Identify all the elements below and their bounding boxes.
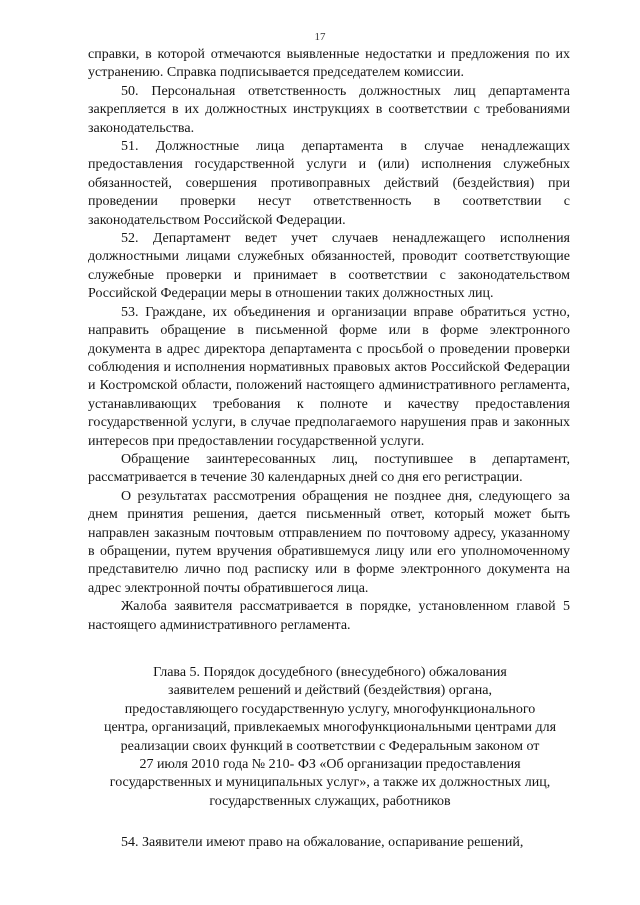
paragraph-appeal-term: Обращение заинтересованных лиц, поступившее в департамент, рассматривается в течение 30 календарных дней со дня его регистрации. (88, 451, 570, 486)
paragraph-continuation: справки, в которой отмечаются выявленные недостатки и предложения по их устранению. Справка подписывается председателем комиссии. (88, 47, 570, 81)
chapter-heading-line: 27 июля 2010 года № 210- ФЗ «Об организации предоставления (139, 757, 521, 773)
chapter-heading-line: предоставляющего государственную услугу, многофункционального (124, 701, 536, 717)
body-text (88, 46, 570, 635)
page-number: 17 (314, 31, 326, 43)
chapter-heading-line: реализации своих функций в соответствии с Федеральным законом от (120, 738, 540, 754)
chapter-heading-line: Глава 5. Порядок досудебного (внесудебного) обжалования (153, 665, 507, 680)
paragraph-51: 51. Должностные лица департамента в случае ненадлежащих предоставления государственной услуги и (или) исполнения служебных обязанностей, совершения противоправных действий (бездействия) при проведении проверки несут ответственность в соответствии с законодательством Российской Федерации. (88, 139, 570, 228)
chapter-heading-line: заявителем решений и действий (бездействия) органа, (168, 683, 492, 699)
chapter-5-heading (82, 664, 578, 811)
paragraph-52: 52. Департамент ведет учет случаев ненадлежащего исполнения должностными лицами служебных обязанностей, проводит соответствующие служебные проверки и принимает в соответствии с законодательством Российской Федерации меры в отношении таких должностных лиц. (88, 231, 570, 302)
chapter-heading-line: государственных и муниципальных услуг», а также их должностных лиц, (109, 775, 551, 791)
chapter-heading-line: государственных служащих, работников (209, 793, 451, 809)
paragraph-53: 53. Граждане, их объединения и организации вправе обратиться устно, направить обращение в письменной форме или в форме электронного документа в адрес директора департамента с просьбой о проведении проверки соблюдения и исполнения нормативных правовых актов Российской Федерации и Костромской области, положений настоящего административного регламента, устанавливающих требования к полноте и качеству предоставления государственной услуги, в случае предполагаемого нарушения прав и законных интересов при предоставлении государственной услуги. (88, 304, 570, 449)
chapter-heading-line: центра, организаций, привлекаемых многофункциональными центрами для (103, 720, 557, 736)
paragraph-54: 54. Заявители имеют право на обжалование, оспаривание решений, (121, 835, 524, 850)
paragraph-complaint: Жалоба заявителя рассматривается в порядке, установленном главой 5 настоящего административного регламента. (88, 599, 570, 633)
paragraph-50: 50. Персональная ответственность должностных лиц департамента закрепляется в их должностных инструкциях в соответствии с требованиями законодательства. (88, 83, 570, 136)
paragraph-appeal-result: О результатах рассмотрения обращения не позднее дня, следующего за днем принятия решения, дается письменный ответ, который может быть направлен заказным почтовым отправлением по почтовому адресу, указанному в обращении, путем вручения обратившемуся лицу или его уполномоченному представителю лично под расписку или в форме электронного документа на адрес электронной почты обратившегося лица. (88, 488, 570, 596)
